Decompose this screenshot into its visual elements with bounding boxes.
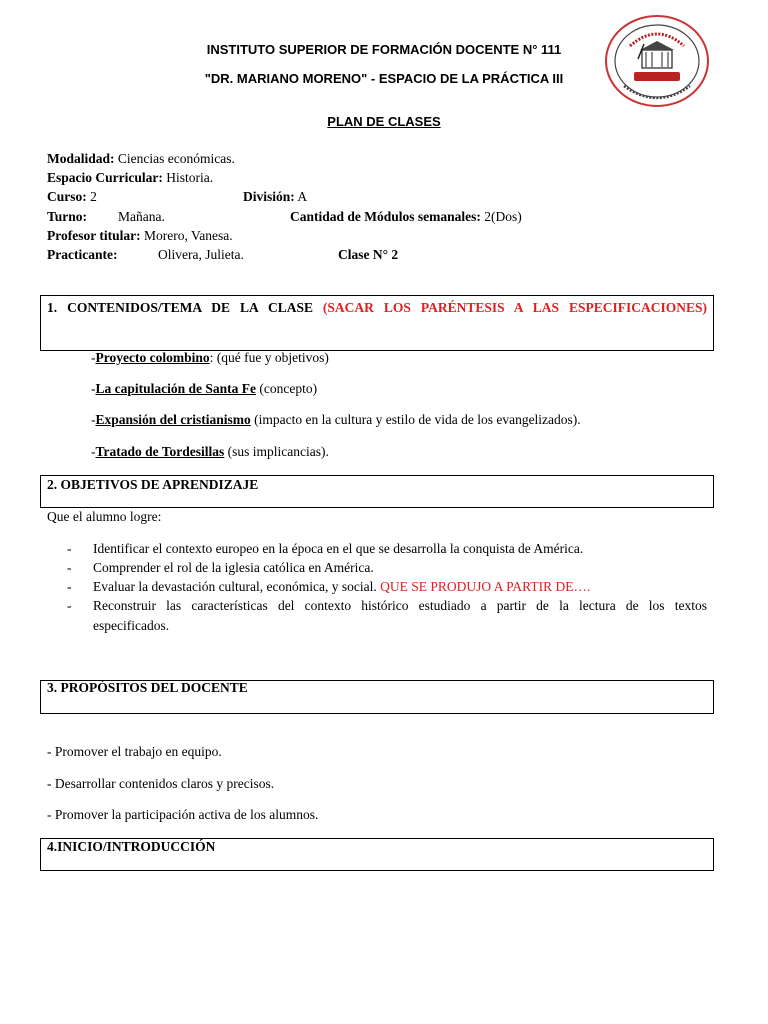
- content-item: -Expansión del cristianismo (impacto en la cultura y estilo de vida de los evangelizados).: [91, 412, 581, 427]
- bullet-dash: -: [67, 560, 72, 575]
- modulos-label: Cantidad de Módulos semanales:: [290, 209, 481, 224]
- division-row: [243, 189, 307, 205]
- modalidad-row: [47, 151, 235, 167]
- content-detail: (impacto en la cultura y estilo de vida de los evangelizados).: [250, 412, 581, 427]
- modulos-row: [290, 209, 522, 225]
- content-item: -La capitulación de Santa Fe (concepto): [91, 381, 318, 396]
- modulos-value: 2(Dos): [484, 209, 522, 224]
- content-detail: (sus implicancias).: [224, 444, 329, 459]
- espacio-value: Historia.: [166, 170, 214, 185]
- section-1-title: 1. CONTENIDOS/TEMA DE LA CLASE: [47, 300, 313, 315]
- content-item: -Tratado de Tordesillas (sus implicancias).: [91, 444, 329, 459]
- content-separator: :: [209, 350, 214, 365]
- bullet-dash: -: [67, 598, 72, 613]
- curso-value: 2: [90, 189, 97, 204]
- content-topic: Proyecto colombino: [95, 350, 210, 365]
- objective-item: Identificar el contexto europeo en la época en el que se desarrolla la conquista de América.: [93, 541, 584, 556]
- institute-seal: [604, 14, 710, 108]
- practicante-label: Practicante:: [47, 247, 118, 262]
- objective-text: Evaluar la devastación cultural, económica, y social.: [93, 579, 377, 594]
- curso-label: Curso:: [47, 189, 87, 204]
- division-value: A: [297, 189, 308, 204]
- purpose-item: - Promover la participación activa de los alumnos.: [47, 807, 319, 822]
- section-4-heading: 4.INICIO/INTRODUCCIÓN: [47, 839, 216, 854]
- institute-subtitle: "DR. MARIANO MORENO" - ESPACIO DE LA PRÁCTICA III: [204, 71, 564, 86]
- division-label: División:: [243, 189, 295, 204]
- curso-row: [47, 189, 97, 205]
- content-topic: Expansión del cristianismo: [95, 412, 251, 427]
- turno-value: Mañana.: [118, 209, 165, 224]
- profesor-label: Profesor titular:: [47, 228, 141, 243]
- section-3-heading: 3. PROPÓSITOS DEL DOCENTE: [47, 680, 248, 695]
- purpose-item: - Promover el trabajo en equipo.: [47, 744, 222, 759]
- page-title: PLAN DE CLASES: [327, 114, 441, 129]
- espacio-row: [47, 170, 213, 186]
- content-detail: (qué fue y objetivos): [213, 350, 329, 365]
- objective-item-continuation: especificados.: [93, 618, 170, 633]
- turno-label: Turno:: [47, 209, 88, 224]
- objective-item: Comprender el rol de la iglesia católica en América.: [93, 560, 374, 575]
- objective-item: [93, 579, 590, 595]
- purpose-item: - Desarrollar contenidos claros y precisos.: [47, 776, 275, 791]
- modalidad-label: Modalidad:: [47, 151, 115, 166]
- section-1-heading: [47, 298, 707, 317]
- content-topic: La capitulación de Santa Fe: [95, 381, 257, 396]
- bullet-dash: -: [67, 579, 72, 594]
- profesor-value: Morero, Vanesa.: [143, 228, 233, 243]
- institute-name: INSTITUTO SUPERIOR DE FORMACIÓN DOCENTE N° 111: [206, 42, 562, 57]
- practicante-value: Olivera, Julieta.: [158, 247, 244, 262]
- section-2-heading: 2. OBJETIVOS DE APRENDIZAJE: [47, 477, 259, 492]
- modalidad-value: Ciencias económicas.: [117, 151, 235, 166]
- objective-item: Reconstruir las características del contexto histórico estudiado a partir de la lectura de los textos: [93, 598, 707, 613]
- profesor-row: [47, 228, 233, 244]
- bullet-dash: -: [67, 541, 72, 556]
- section-1-note: (SACAR LOS PARÉNTESIS A LAS ESPECIFICACIONES): [322, 300, 707, 315]
- objectives-intro: Que el alumno logre:: [47, 509, 162, 524]
- objective-note: QUE SE PRODUJO A PARTIR DE….: [380, 579, 591, 594]
- content-topic: Tratado de Tordesillas: [95, 444, 225, 459]
- espacio-label: Espacio Curricular:: [47, 170, 163, 185]
- content-detail: (concepto): [256, 381, 318, 396]
- content-item: -Proyecto colombino: (qué fue y objetivos): [91, 350, 329, 365]
- clase-number: Clase N° 2: [338, 247, 399, 262]
